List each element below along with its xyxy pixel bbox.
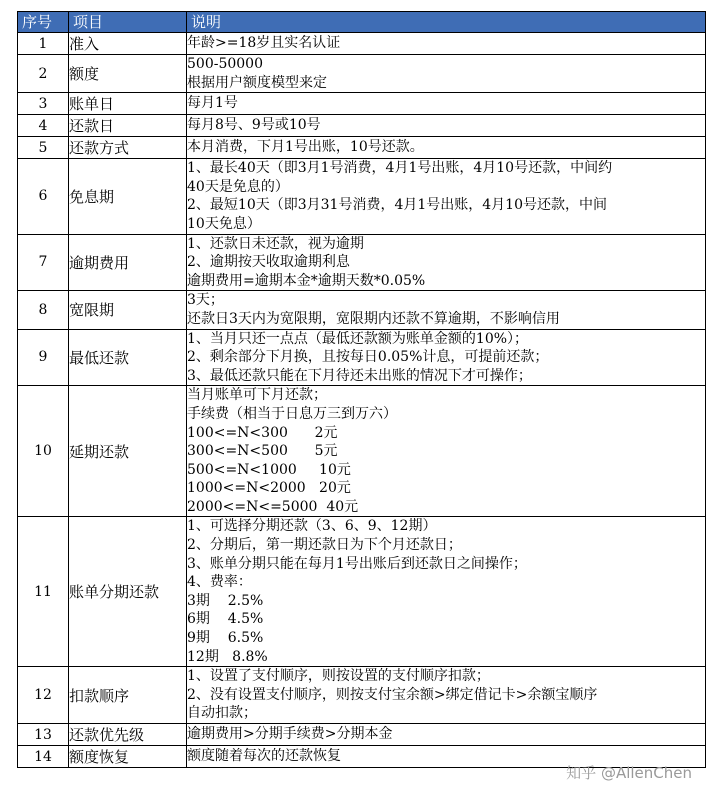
description-line: 年龄>=18岁且实名认证 [187, 35, 341, 52]
header-serial-number: 序号 [18, 12, 69, 33]
description-line: 1000<=N<2000 20元 [187, 480, 351, 497]
row-item: 还款日 [69, 115, 187, 137]
row-number: 6 [18, 159, 69, 234]
description-line: 300<=N<500 5元 [187, 443, 338, 460]
row-description [187, 667, 706, 724]
table-row [18, 234, 706, 291]
row-description [187, 386, 706, 517]
watermark: 知乎 @AllenChen [566, 764, 692, 782]
row-number: 7 [18, 234, 69, 291]
description-line: 2、逾期按天收取逾期利息 [187, 254, 350, 271]
table-row [18, 137, 706, 159]
table-row [18, 386, 706, 517]
description-line: 手续费（相当于日息万三到万六） [187, 405, 397, 422]
header-description: 说明 [187, 12, 706, 33]
description-line: 2000<=N<=5000 40元 [187, 498, 359, 515]
row-description [187, 115, 706, 137]
table-row [18, 93, 706, 115]
description-line: 12期 8.8% [187, 648, 268, 665]
description-line: 根据用户额度模型来定 [187, 74, 327, 91]
row-item: 延期还款 [69, 386, 187, 517]
table-row [18, 667, 706, 724]
description-line: 还款日3天内为宽限期，宽限期内还款不算逾期，不影响信用 [187, 310, 560, 327]
description-line: 1、还款日未还款，视为逾期 [187, 235, 364, 252]
description-line: 额度随着每次的还款恢复 [187, 748, 341, 765]
row-number: 3 [18, 93, 69, 115]
row-number: 12 [18, 667, 69, 724]
description-line: 3期 2.5% [187, 592, 264, 609]
table-row [18, 55, 706, 93]
description-line: 1、当月只还一点点（最低还款额为账单金额的10%）； [187, 330, 529, 347]
description-line: 4、费率： [187, 574, 252, 591]
table-row [18, 115, 706, 137]
row-number: 9 [18, 329, 69, 386]
description-line: 每月8号、9号或10号 [187, 117, 321, 134]
table-row [18, 159, 706, 234]
row-number: 14 [18, 746, 69, 768]
description-line: 1、最长40天（即3月1号消费，4月1号出账，4月10号还款，中间约 [187, 160, 613, 177]
description-line: 3、账单分期只能在每月1号出账后到还款日之间操作； [187, 555, 527, 572]
row-item: 还款方式 [69, 137, 187, 159]
description-line: 2、没有设置支付顺序，则按支付宝余额>绑定借记卡>余额宝顺序 [187, 686, 598, 703]
description-line: 10天免息） [187, 215, 261, 232]
description-line: 6期 4.5% [187, 611, 264, 628]
table-row [18, 329, 706, 386]
description-line: 每月1号 [187, 95, 238, 112]
description-line: 500<=N<1000 10元 [187, 461, 351, 478]
description-line: 1、设置了支付顺序，则按设置的支付顺序扣款； [187, 668, 490, 685]
row-item: 额度恢复 [69, 746, 187, 768]
row-description [187, 159, 706, 234]
description-line: 1、可选择分期还款（3、6、9、12期） [187, 518, 437, 535]
table-row [18, 33, 706, 55]
description-line: 自动扣款； [187, 705, 257, 722]
table-body [18, 33, 706, 768]
table-row [18, 517, 706, 667]
row-item: 账单分期还款 [69, 517, 187, 667]
row-item: 宽限期 [69, 291, 187, 329]
row-description [187, 55, 706, 93]
table-row [18, 291, 706, 329]
header-item: 项目 [69, 12, 187, 33]
row-number: 2 [18, 55, 69, 93]
description-line: 40天是免息的） [187, 178, 289, 195]
row-description [187, 137, 706, 159]
row-description [187, 93, 706, 115]
description-line: 3、最低还款只能在下月待还未出账的情况下才可操作； [187, 367, 532, 384]
row-number: 4 [18, 115, 69, 137]
row-description [187, 517, 706, 667]
description-line: 3天； [187, 292, 224, 309]
description-line: 2、剩余部分下月换，且按每日0.05%计息，可提前还款； [187, 349, 549, 366]
row-number: 11 [18, 517, 69, 667]
row-number: 10 [18, 386, 69, 517]
description-line: 逾期费用>分期手续费>分期本金 [187, 726, 393, 743]
row-item: 最低还款 [69, 329, 187, 386]
row-number: 5 [18, 137, 69, 159]
row-number: 8 [18, 291, 69, 329]
row-number: 1 [18, 33, 69, 55]
row-description [187, 234, 706, 291]
description-line: 本月消费，下月1号出账，10号还款。 [187, 139, 424, 156]
table-header-row [18, 12, 706, 33]
row-item: 账单日 [69, 93, 187, 115]
description-line: 逾期费用=逾期本金*逾期天数*0.05% [187, 272, 426, 289]
row-item: 逾期费用 [69, 234, 187, 291]
description-line: 500-50000 [187, 56, 263, 72]
row-description [187, 33, 706, 55]
row-item: 还款优先级 [69, 724, 187, 746]
description-line: 100<=N<300 2元 [187, 424, 338, 441]
row-description [187, 329, 706, 386]
row-description [187, 291, 706, 329]
row-item: 免息期 [69, 159, 187, 234]
row-item: 额度 [69, 55, 187, 93]
row-description [187, 724, 706, 746]
description-line: 9期 6.5% [187, 630, 264, 647]
row-number: 13 [18, 724, 69, 746]
product-spec-table [17, 11, 706, 768]
description-line: 当月账单可下月还款； [187, 387, 327, 404]
description-line: 2、最短10天（即3月31号消费，4月1号出账，4月10号还款，中间 [187, 197, 607, 214]
row-item: 准入 [69, 33, 187, 55]
table-row [18, 724, 706, 746]
row-item: 扣款顺序 [69, 667, 187, 724]
description-line: 2、分期后，第一期还款日为下个月还款日； [187, 537, 462, 554]
